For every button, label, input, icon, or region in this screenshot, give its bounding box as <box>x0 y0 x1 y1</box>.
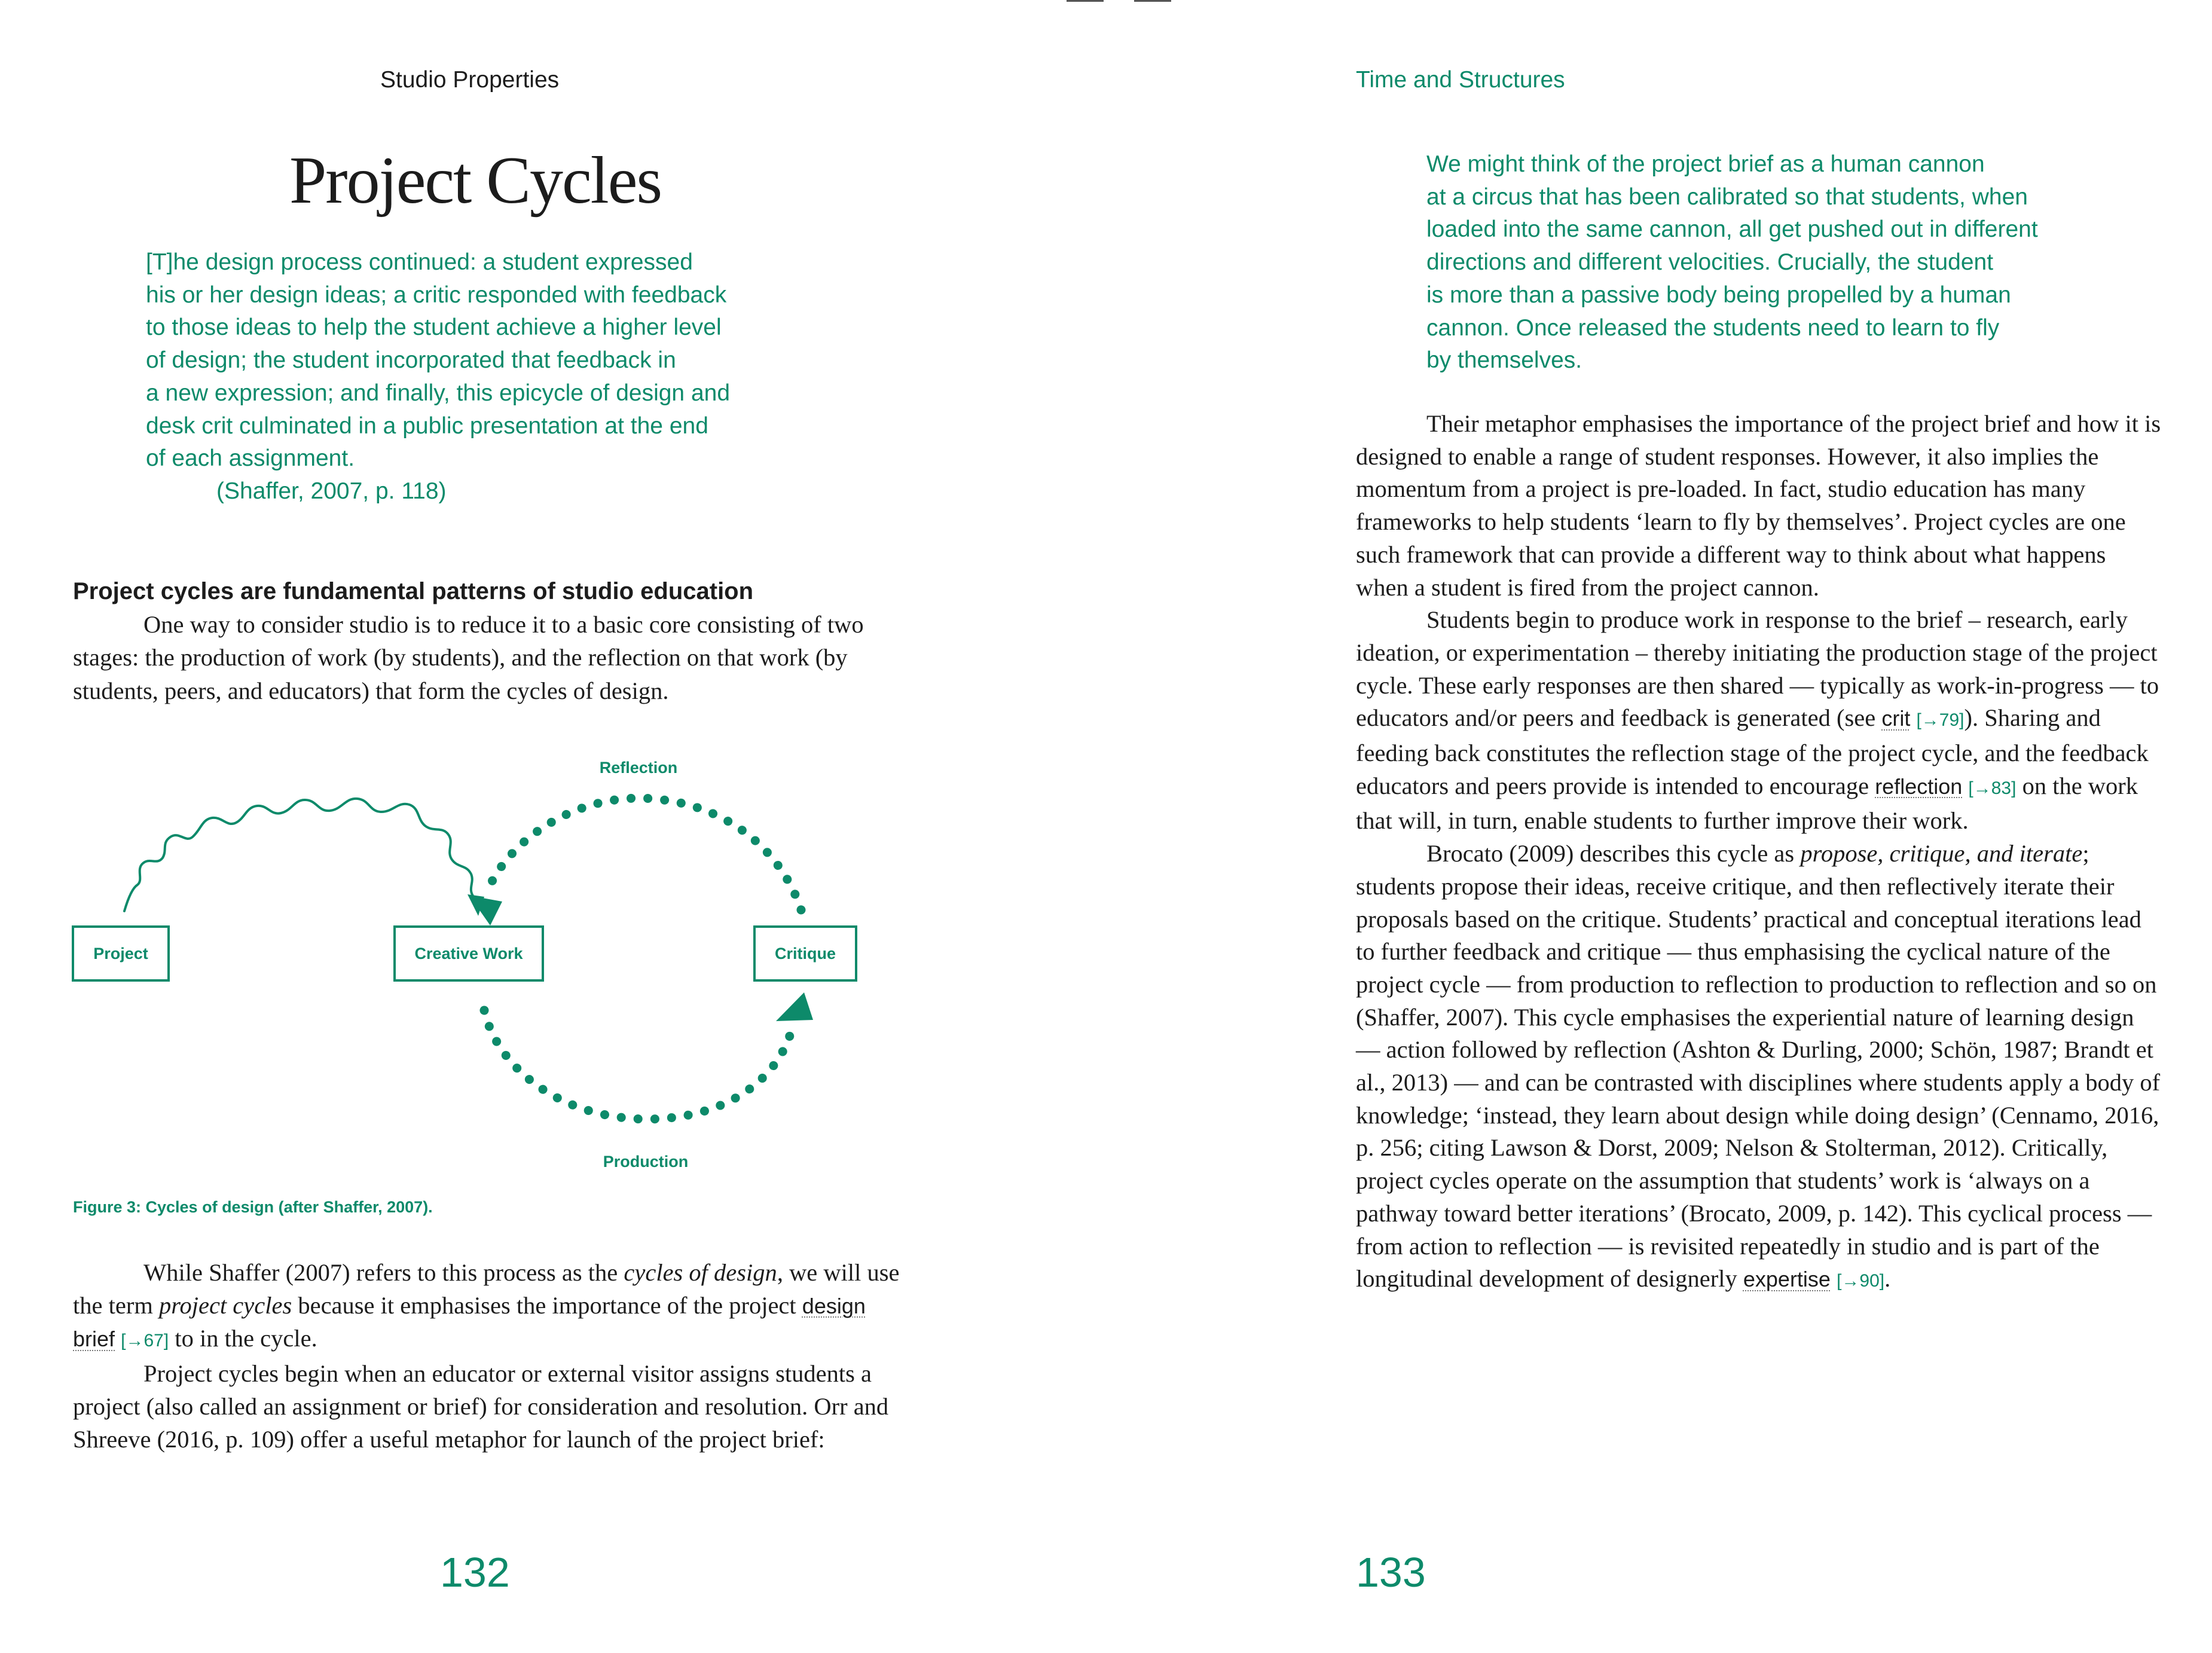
page-reference-link[interactable]: [→90] <box>1837 1271 1885 1291</box>
intro-paragraph <box>73 608 892 708</box>
text-run: While Shaffer (2007) refers to this process as the <box>143 1259 624 1286</box>
quote-line: desk crit culminated in a public presentation at the end <box>146 413 708 439</box>
text-run: ). Sharing and feeding back constitutes the reflection stage of the project cycle, and the feedback educators and peers provide is intended to encourage <box>1356 704 2149 799</box>
quote-line: loaded into the same cannon, all get pushed out in different <box>1426 216 2038 243</box>
figure-caption: Figure 3: Cycles of design (after Shaffer, 2007). <box>73 1198 433 1216</box>
emphasis: cycles of design <box>624 1259 777 1286</box>
quote-line: We might think of the project brief as a human cannon <box>1426 151 1985 177</box>
text-run: to in the cycle. <box>169 1325 317 1352</box>
body-paragraph <box>1356 838 2163 1298</box>
node-creative-work-label: Creative Work <box>414 945 523 963</box>
production-label: Production <box>603 1153 689 1171</box>
right-section-header: Time and Structures <box>1356 67 1565 93</box>
body-paragraph <box>73 1257 904 1358</box>
text-run: Students begin to produce work in response to the brief – research, early ideation, or experimentation – thereby initiating the production stage of the project cycle. These early responses are then shared — typically as work-in-progress — to educators and/or peers and feedback is generated (see <box>1356 606 2159 732</box>
quote-line: to those ideas to help the student achieve a higher level <box>146 314 722 341</box>
section-subheading: Project cycles are fundamental patterns of studio education <box>73 578 754 604</box>
left-page-number: 132 <box>440 1549 510 1596</box>
quote-line: is more than a passive body being propelled by a human <box>1426 282 2011 308</box>
text-run: . <box>1884 1265 1891 1293</box>
node-critique-label: Critique <box>774 945 836 963</box>
quote-line: his or her design ideas; a critic responded with feedback <box>146 282 727 308</box>
quote-line: cannon. Once released the students need to learn to fly <box>1426 314 2000 341</box>
page-title: Project Cycles <box>289 143 662 218</box>
text-run: , we will use the term <box>73 1259 900 1319</box>
left-subheading-block <box>73 575 898 708</box>
cycles-of-design-diagram <box>60 747 885 1178</box>
quote-line: by themselves. <box>1426 347 1582 374</box>
wavy-arrow-icon <box>124 799 484 916</box>
left-blockquote <box>146 246 730 508</box>
quote-line: at a circus that has been calibrated so that students, when <box>1426 184 2028 210</box>
quote-line: of each assignment. <box>146 445 355 472</box>
glossary-link-design-brief[interactable]: design brief <box>73 1293 866 1352</box>
page-reference-link[interactable]: [→79] <box>1916 710 1964 731</box>
quote-line: of design; the student incorporated that feedback in <box>146 347 676 374</box>
text-run: because it emphasises the importance of the project <box>292 1291 802 1319</box>
dotted-cycle-arrow-icon <box>469 798 801 925</box>
right-blockquote <box>1426 148 2038 377</box>
text-run: Brocato (2009) describes this cycle as <box>1426 840 1801 867</box>
right-body-text <box>1356 408 2163 1298</box>
glossary-link-crit[interactable]: crit <box>1881 706 1911 731</box>
text-run: on the work that will, in turn, enable students to further improve their work. <box>1356 772 2138 835</box>
glossary-link-expertise[interactable]: expertise <box>1743 1267 1831 1292</box>
emphasis: project cycles <box>158 1291 292 1319</box>
quote-line: [T]he design process continued: a student expressed <box>146 249 693 275</box>
body-paragraph: Project cycles begin when an educator or external visitor assigns students a project (also called an assignment or brief) for consideration and resolution. Orr and Shreeve (2016, p. 109) offer a useful metaphor for launch of the project brief: <box>73 1360 889 1453</box>
node-project-label: Project <box>93 945 148 963</box>
glossary-link-reflection[interactable]: reflection <box>1875 774 1963 799</box>
top-margin-mark-right <box>1134 0 1171 2</box>
body-paragraph <box>1356 604 2163 838</box>
page-reference-link[interactable]: [→83] <box>1968 778 2017 798</box>
left-section-header: Studio Properties <box>380 67 560 93</box>
quote-line: directions and different velocities. Crucially, the student <box>1426 249 1994 276</box>
intro-text: One way to consider studio is to reduce it to a basic core consisting of two stages: the production of work (by students), and the reflection on that work (by students, peers, and educators) that form the cycles of design. <box>73 610 864 705</box>
dotted-cycle-arrow-icon <box>484 992 813 1119</box>
left-body-text <box>73 1257 904 1456</box>
top-margin-mark-left <box>1067 0 1104 2</box>
quote-citation: (Shaffer, 2007, p. 118) <box>216 478 447 504</box>
body-paragraph: Their metaphor emphasises the importance of the project brief and how it is designed to enable a range of student responses. However, it also implies the momentum from a project is pre-loaded. In fact, studio education has many frameworks to help students ‘learn to fly by themselves’. Project cycles are one such framework that can provide a different way to think about what happens when a student is fired from the project cannon. <box>1356 410 2161 601</box>
page-reference-link[interactable]: [→67] <box>121 1331 169 1351</box>
quote-line: a new expression; and finally, this epicycle of design and <box>146 380 731 406</box>
text-run: ; students propose their ideas, receive critique, and then reflectively iterate their proposals based on the critique. Students’ practical and conceptual iterations lead to further feedback and critique — thus emphasising the cyclical nature of the project cycle — from production to reflection to production to reflection and so on (Shaffer, 2007). This cycle emphasises the experiential nature of learning design — action followed by reflection (Ashton & Durling, 2000; Schön, 1987; Brandt et al., 2013) — and can be contrasted with disciplines where students apply a body of knowledge; ‘instead, they learn about design while doing design’ (Cennamo, 2016, p. 256; citing Lawson & Dorst, 2009; Nelson & Stolterman, 2012). Critically, project cycles operate on the assumption that students’ work is ‘always on a pathway toward better iterations’ (Brocato, 2009, p. 142). This cyclical process — from action to reflection — is revisited repeatedly in studio and is part of the longitudinal development of designerly <box>1356 840 2161 1293</box>
right-page-number: 133 <box>1356 1549 1426 1596</box>
emphasis: propose, critique, and iterate <box>1800 840 2083 867</box>
reflection-label: Reflection <box>599 759 678 777</box>
